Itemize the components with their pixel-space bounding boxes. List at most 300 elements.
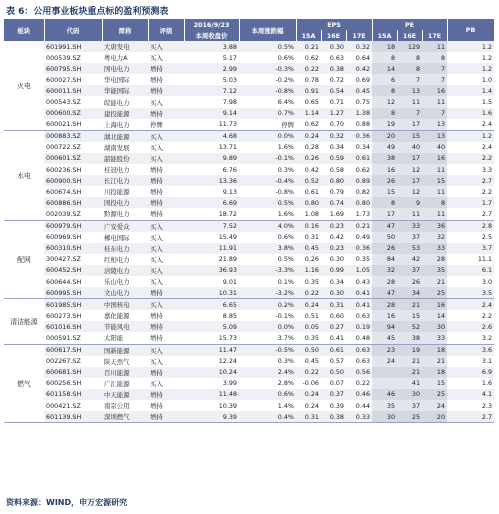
cell-pb: 1.0 xyxy=(481,75,493,84)
cell-eps-17e: 0.33 xyxy=(346,411,372,423)
cell-eps-16e: 0.30 xyxy=(321,287,346,299)
cell-pe-16e: 8 xyxy=(397,52,422,63)
cell-name: 深圳燃气 xyxy=(102,411,148,423)
cell-name: 红相电力 xyxy=(104,255,130,264)
cell-eps-17e: 0.63 xyxy=(346,344,372,356)
cell-pe-17e: 7 xyxy=(422,63,447,74)
cell-close: 10.39 xyxy=(218,401,237,410)
cell-name: 国投电力 xyxy=(102,197,148,208)
cell-rating: 增持 xyxy=(148,63,184,74)
cell-close: 9.39 xyxy=(184,411,239,423)
cell-eps-15a: 0.91 xyxy=(296,85,321,96)
cell-pe-15a: 45 xyxy=(372,332,397,344)
cell-name: 湖北能源 xyxy=(102,130,148,142)
cell-change: 6.4% xyxy=(277,98,294,107)
cell-eps-16e: 0.34 xyxy=(329,143,344,152)
cell-eps-16e: 0.42 xyxy=(329,233,344,242)
cell-close: 4.68 xyxy=(184,130,239,142)
cell-code: 600273.SH xyxy=(46,311,82,320)
cell-rating: 增持 xyxy=(150,166,163,175)
cell-pe-16e: 7 xyxy=(397,74,422,85)
cell-pe-17e: 8 xyxy=(422,52,447,63)
cell-code: 600021.SH xyxy=(44,119,102,131)
cell-pb: 3.1 xyxy=(481,357,493,366)
cell-change: -0.8% xyxy=(275,187,294,196)
cell-close: 9.13 xyxy=(222,187,237,196)
cell-pe-15a: 47 xyxy=(372,220,397,232)
cell-pb: 2.8 xyxy=(447,220,494,232)
cell-name: 中天能源 xyxy=(102,389,148,400)
cell-code: 300427.SZ xyxy=(46,255,81,264)
cell-pe-15a: 32 xyxy=(372,265,397,276)
table-row xyxy=(4,310,494,321)
cell-eps-15a: 0.22 xyxy=(296,287,321,299)
cell-pe-15a: 16 xyxy=(372,310,397,321)
cell-eps-17e: 0.32 xyxy=(346,41,372,52)
cell-pe-16e: 13 xyxy=(397,85,422,96)
cell-change: 0.4% xyxy=(239,411,296,423)
cell-eps-17e: 0.82 xyxy=(355,187,371,196)
cell-rating: 买入 xyxy=(148,41,184,52)
cell-eps-16e: 1.27 xyxy=(321,108,346,119)
cell-pe-16e: 34 xyxy=(397,287,422,299)
table-row xyxy=(4,197,494,208)
cell-rating: 增持 xyxy=(150,402,163,411)
cell-eps-15a: 1.16 xyxy=(296,265,321,276)
cell-pe-15a: 28 xyxy=(372,299,397,311)
cell-pe-15a: 8 xyxy=(372,52,397,63)
cell-eps-16e: 1.69 xyxy=(321,208,346,220)
cell-close: 9.14 xyxy=(184,108,239,119)
cell-eps-15a: 0.26 xyxy=(296,153,321,164)
cell-change: -0.3% xyxy=(239,63,296,74)
source-note: 资料来源：WIND，申万宏源研究 xyxy=(6,498,128,507)
cell-eps-15a: 0.61 xyxy=(304,187,319,196)
cell-change: 3.7% xyxy=(239,332,296,344)
cell-rating: 增持 xyxy=(148,411,184,423)
cell-pe-16e: 38 xyxy=(397,332,422,344)
cell-change: 0.5% xyxy=(277,255,294,264)
cell-eps-15a: 0.16 xyxy=(296,220,321,232)
sector-label: 配网 xyxy=(4,220,44,299)
cell-pe-16e: 53 xyxy=(397,243,422,254)
cell-pe-15a: 26 xyxy=(372,175,397,186)
cell-change: 0.6% xyxy=(277,53,294,62)
cell-code: 000543.SZ xyxy=(46,98,81,107)
cell-name: 湖南发展 xyxy=(104,143,130,152)
cell-eps-15a: 1.08 xyxy=(296,208,321,220)
cell-rating: 买入 xyxy=(150,54,163,63)
cell-pb: 2.7 xyxy=(447,208,494,220)
cell-close: 13.36 xyxy=(184,175,239,186)
table-row xyxy=(4,378,494,389)
cell-pe-15a: 30 xyxy=(372,411,397,423)
cell-eps-16e: 0.32 xyxy=(321,130,346,142)
header-pe-17e: 17E xyxy=(422,30,447,41)
cell-pe-16e: 19 xyxy=(397,344,422,356)
table-body xyxy=(4,41,494,423)
cell-eps-15a: 0.52 xyxy=(296,175,321,186)
cell-change: 2.8% xyxy=(277,379,294,388)
cell-pe-17e: 40 xyxy=(422,142,447,153)
cell-name: 皖能电力 xyxy=(104,98,130,107)
cell-eps-16e: 0.99 xyxy=(321,265,346,276)
cell-pb: 6.1 xyxy=(447,265,494,276)
cell-pb: 1.2 xyxy=(447,63,494,74)
table-row xyxy=(4,130,494,142)
cell-pb: 6.9 xyxy=(447,367,494,378)
cell-eps-17e: 0.22 xyxy=(355,379,371,388)
cell-name: 建投能源 xyxy=(102,108,148,119)
cell-eps-16e: 0.57 xyxy=(329,357,344,366)
cell-close: 5.17 xyxy=(222,53,237,62)
cell-pe-17e: 30 xyxy=(422,321,447,332)
cell-pb: 2.7 xyxy=(447,175,494,186)
cell-eps-15a: 0.51 xyxy=(304,311,319,320)
cell-eps-16e: 0.72 xyxy=(329,75,344,84)
sector-label: 水电 xyxy=(4,130,44,220)
cell-rating: 买入 xyxy=(148,299,184,311)
cell-name: 国新能源 xyxy=(102,344,148,356)
cell-name: 中国核电 xyxy=(102,299,148,311)
cell-pe-17e: 32 xyxy=(422,232,447,243)
cell-name: 长江电力 xyxy=(102,175,148,186)
cell-rating: 增持 xyxy=(148,287,184,299)
cell-eps-16e: 0.23 xyxy=(321,243,346,254)
cell-rating: 买入 xyxy=(148,265,184,276)
cell-name: 黔源电力 xyxy=(102,208,148,220)
cell-eps-17e: 0.64 xyxy=(355,53,371,62)
cell-change: 1.6% xyxy=(277,143,294,152)
cell-rating: 增持 xyxy=(150,188,163,197)
cell-pe-15a: 16 xyxy=(372,164,397,175)
cell-pe-15a: 8 xyxy=(372,85,397,96)
cell-pb: 1.2 xyxy=(481,53,493,62)
cell-pe-16e: 21 xyxy=(397,356,422,367)
cell-close: 12.24 xyxy=(218,357,237,366)
cell-code: 600617.SH xyxy=(44,344,102,356)
header-code: 代码 xyxy=(44,19,102,41)
table-row xyxy=(4,119,494,131)
cell-pe-16e: 12 xyxy=(397,164,422,175)
cell-eps-17e: 0.21 xyxy=(346,220,372,232)
cell-pe-16e: 21 xyxy=(397,367,422,378)
cell-pb: 2.2 xyxy=(481,187,493,196)
cell-close: 6.65 xyxy=(184,299,239,311)
cell-pe-15a xyxy=(372,367,397,378)
cell-pe-17e: 28 xyxy=(422,254,447,265)
cell-close: 10.24 xyxy=(184,367,239,378)
cell-eps-16e: 0.34 xyxy=(329,277,344,286)
cell-pe-16e: 41 xyxy=(397,378,422,389)
cell-eps-17e: 0.62 xyxy=(355,165,371,174)
cell-eps-16e: 0.71 xyxy=(329,98,344,107)
header-pe-16e: 16E xyxy=(397,30,422,41)
cell-eps-16e: 0.39 xyxy=(329,401,344,410)
cell-code: 000722.SZ xyxy=(46,143,81,152)
cell-eps-17e: 1.73 xyxy=(346,208,372,220)
table-row xyxy=(4,142,494,153)
cell-pe-17e: 11 xyxy=(422,41,447,52)
cell-pb: 2.2 xyxy=(447,153,494,164)
cell-close: 11.47 xyxy=(184,344,239,356)
header-sector: 板块 xyxy=(4,19,44,41)
header-eps: EPS xyxy=(296,19,372,30)
cell-name: 韶能股份 xyxy=(102,153,148,164)
cell-close: 7.12 xyxy=(184,85,239,96)
table-row xyxy=(4,299,494,311)
cell-pe-17e: 7 xyxy=(422,74,447,85)
table-title: 表 6：公用事业板块重点标的盈利预测表 xyxy=(6,7,169,17)
cell-rating: 增持 xyxy=(148,208,184,220)
cell-pe-17e: 24 xyxy=(422,400,447,411)
cell-pe-17e: 36 xyxy=(422,220,447,232)
cell-eps-15a: 0.24 xyxy=(296,299,321,311)
cell-name: 南京公用 xyxy=(104,402,130,411)
cell-pe-16e: 12 xyxy=(397,186,422,197)
cell-code: 000591.SZ xyxy=(44,332,102,344)
cell-eps-17e: 0.45 xyxy=(346,85,372,96)
cell-rating: 增持 xyxy=(148,108,184,119)
cell-pb: 2.5 xyxy=(481,233,493,242)
cell-pe-17e: 25 xyxy=(422,287,447,299)
cell-eps-17e: 0.36 xyxy=(346,243,372,254)
cell-eps-15a: 0.45 xyxy=(296,243,321,254)
cell-pe-16e: 25 xyxy=(397,411,422,423)
cell-eps-16e: 0.41 xyxy=(321,332,346,344)
cell-eps-16e: 0.27 xyxy=(321,321,346,332)
table-row xyxy=(4,63,494,74)
cell-close: 13.71 xyxy=(218,143,237,152)
cell-pe-17e: 14 xyxy=(422,310,447,321)
cell-change: 1.6% xyxy=(239,208,296,220)
cell-pb: 1.4 xyxy=(447,85,494,96)
cell-change: 0.7% xyxy=(239,108,296,119)
cell-name: 广安爱众 xyxy=(102,220,148,232)
cell-pe-16e: 37 xyxy=(397,265,422,276)
cell-rating: 增持 xyxy=(148,175,184,186)
cell-close: 7.52 xyxy=(184,220,239,232)
cell-pe-17e: 11 xyxy=(422,208,447,220)
cell-eps-17e: 0.61 xyxy=(346,153,372,164)
cell-change: 3.8% xyxy=(239,243,296,254)
cell-pe-17e: 21 xyxy=(422,356,447,367)
cell-change: 0.5% xyxy=(239,41,296,52)
cell-close: 9.01 xyxy=(222,277,237,286)
cell-code: 600681.SH xyxy=(44,367,102,378)
cell-pb: 1.6 xyxy=(481,379,493,388)
cell-rating: 买入 xyxy=(150,357,163,366)
cell-name: 桂冠电力 xyxy=(104,166,130,175)
cell-code: 600886.SH xyxy=(44,197,102,208)
cell-code: 601985.SH xyxy=(44,299,102,311)
cell-code: 601139.SH xyxy=(44,411,102,423)
cell-eps-16e: 0.63 xyxy=(329,53,344,62)
cell-eps-16e: 0.61 xyxy=(321,344,346,356)
cell-name: 节能风电 xyxy=(102,321,148,332)
cell-pe-16e: 15 xyxy=(397,130,422,142)
cell-rating: 买入 xyxy=(148,153,184,164)
cell-eps-15a: 0.24 xyxy=(296,389,321,400)
table-row xyxy=(4,254,494,265)
cell-pe-16e: 42 xyxy=(397,254,422,265)
cell-name: 太阳能 xyxy=(102,332,148,344)
header-row-1 xyxy=(4,19,494,30)
cell-pe-17e: 13 xyxy=(422,130,447,142)
table-row xyxy=(4,232,494,243)
cell-eps-16e: 0.37 xyxy=(321,389,346,400)
sector-label: 清洁能源 xyxy=(4,299,44,344)
cell-name: 华电国际 xyxy=(104,76,130,85)
cell-close: 6.69 xyxy=(184,197,239,208)
cell-eps-17e: 0.43 xyxy=(355,277,371,286)
cell-code: 600995.SH xyxy=(44,287,102,299)
cell-pe-17e: 11 xyxy=(422,186,447,197)
header-change: 本周涨跌幅 xyxy=(239,19,296,41)
cell-change: 停牌 xyxy=(239,119,296,131)
table-row xyxy=(4,356,494,367)
table-row xyxy=(4,175,494,186)
cell-pe-15a: 8 xyxy=(372,197,397,208)
cell-close: 11.73 xyxy=(184,119,239,131)
cell-code: 600900.SH xyxy=(44,175,102,186)
cell-pe-15a: 24 xyxy=(372,356,397,367)
cell-pb: 3.7 xyxy=(447,243,494,254)
cell-pe-15a: 46 xyxy=(372,389,397,400)
cell-eps-16e: 0.54 xyxy=(321,85,346,96)
cell-eps-16e: 0.74 xyxy=(321,197,346,208)
cell-close: 6.76 xyxy=(222,165,237,174)
table-row xyxy=(4,400,494,411)
cell-change: 0.0% xyxy=(239,130,296,142)
cell-change: -3.2% xyxy=(239,287,296,299)
cell-code: 600236.SH xyxy=(46,165,82,174)
cell-rating: 增持 xyxy=(148,197,184,208)
cell-pb: 4.1 xyxy=(447,389,494,400)
cell-close: 15.49 xyxy=(218,233,237,242)
cell-eps-15a: 0.21 xyxy=(296,41,321,52)
cell-eps-17e: 0.44 xyxy=(355,401,371,410)
cell-code: 600011.SH xyxy=(44,85,102,96)
header-date: 2016/9/23 xyxy=(184,19,239,30)
cell-rating: 增持 xyxy=(150,76,163,85)
cell-pe-16e: 26 xyxy=(397,276,422,287)
table-row xyxy=(4,220,494,232)
cell-pb: 1.5 xyxy=(481,98,493,107)
cell-pe-17e: 18 xyxy=(422,367,447,378)
cell-name: 郴电国际 xyxy=(104,233,130,242)
cell-code: 601016.SH xyxy=(44,321,102,332)
cell-change: -0.8% xyxy=(239,85,296,96)
cell-eps-16e: 0.31 xyxy=(321,299,346,311)
table-row xyxy=(4,411,494,423)
cell-pe-17e: 15 xyxy=(422,175,447,186)
cell-change: 0.3% xyxy=(277,165,294,174)
table-row xyxy=(4,74,494,85)
cell-name: 桂东电力 xyxy=(102,243,148,254)
cell-eps-17e: 0.46 xyxy=(346,389,372,400)
cell-pe-16e: 52 xyxy=(397,321,422,332)
cell-pe-16e: 37 xyxy=(397,400,422,411)
table-row xyxy=(4,332,494,344)
table-row xyxy=(4,276,494,287)
cell-eps-15a: 0.62 xyxy=(304,53,319,62)
cell-eps-15a: 0.28 xyxy=(304,143,319,152)
table-row xyxy=(4,52,494,63)
cell-eps-15a: 0.22 xyxy=(296,63,321,74)
cell-name: 大唐发电 xyxy=(102,41,148,52)
cell-rating: 买入 xyxy=(150,233,163,242)
cell-change: 1.4% xyxy=(277,401,294,410)
cell-eps-15a: 0.78 xyxy=(304,75,319,84)
cell-rating: 买入 xyxy=(148,130,184,142)
cell-pe-17e: 11 xyxy=(422,164,447,175)
cell-eps-15a: 0.65 xyxy=(304,98,319,107)
cell-eps-15a: 0.24 xyxy=(296,130,321,142)
cell-name: 粤电力A xyxy=(104,54,128,63)
cell-close: 11.91 xyxy=(184,243,239,254)
cell-pe-17e: 25 xyxy=(422,389,447,400)
cell-pe-16e: 11 xyxy=(397,96,422,107)
table-row xyxy=(4,389,494,400)
cell-eps-15a: 0.31 xyxy=(296,411,321,423)
header-pe: PE xyxy=(372,19,447,30)
cell-eps-16e: 0.58 xyxy=(329,165,344,174)
cell-pe-15a: 35 xyxy=(372,400,397,411)
cell-name: 上海电力 xyxy=(102,119,148,131)
table-row xyxy=(4,186,494,197)
cell-rating: 买入 xyxy=(150,98,163,107)
cell-pb: 2.7 xyxy=(447,411,494,423)
cell-rating: 增持 xyxy=(148,389,184,400)
cell-rating: 增持 xyxy=(148,321,184,332)
cell-pe-16e: 129 xyxy=(397,41,422,52)
cell-close: 3.88 xyxy=(184,41,239,52)
cell-eps-16e: 0.60 xyxy=(329,311,344,320)
table-row xyxy=(4,367,494,378)
cell-pe-15a: 15 xyxy=(372,186,397,197)
cell-eps-17e: 0.36 xyxy=(346,130,372,142)
cell-eps-15a: 1.14 xyxy=(296,108,321,119)
cell-eps-17e: 1.38 xyxy=(346,108,372,119)
cell-pe-16e: 7 xyxy=(397,108,422,119)
table-row xyxy=(4,344,494,356)
cell-pb: 2.2 xyxy=(481,311,493,320)
cell-pe-15a: 19 xyxy=(372,119,397,131)
cell-pe-16e: 17 xyxy=(397,119,422,131)
cell-eps-17e: 0.35 xyxy=(355,255,371,264)
cell-name: 川投能源 xyxy=(104,188,130,197)
cell-pe-16e: 21 xyxy=(397,299,422,311)
cell-pe-16e: 30 xyxy=(397,389,422,400)
cell-code: 000421.SZ xyxy=(46,401,81,410)
cell-eps-16e: 0.30 xyxy=(329,255,344,264)
table-row xyxy=(4,265,494,276)
sector-label: 火电 xyxy=(4,41,44,130)
cell-pe-17e: 20 xyxy=(422,411,447,423)
cell-close: 9.89 xyxy=(184,153,239,164)
cell-eps-15a: 0.22 xyxy=(296,367,321,378)
cell-code: 600979.SH xyxy=(44,220,102,232)
cell-pb: 2.4 xyxy=(481,143,493,152)
cell-pe-15a: 6 xyxy=(372,74,397,85)
cell-eps-17e: 1.05 xyxy=(346,265,372,276)
cell-code: 601158.SH xyxy=(44,389,102,400)
cell-pe-15a: 38 xyxy=(372,153,397,164)
cell-eps-16e: 0.30 xyxy=(321,41,346,52)
cell-pe-16e: 17 xyxy=(397,175,422,186)
cell-pb: 3.2 xyxy=(447,332,494,344)
